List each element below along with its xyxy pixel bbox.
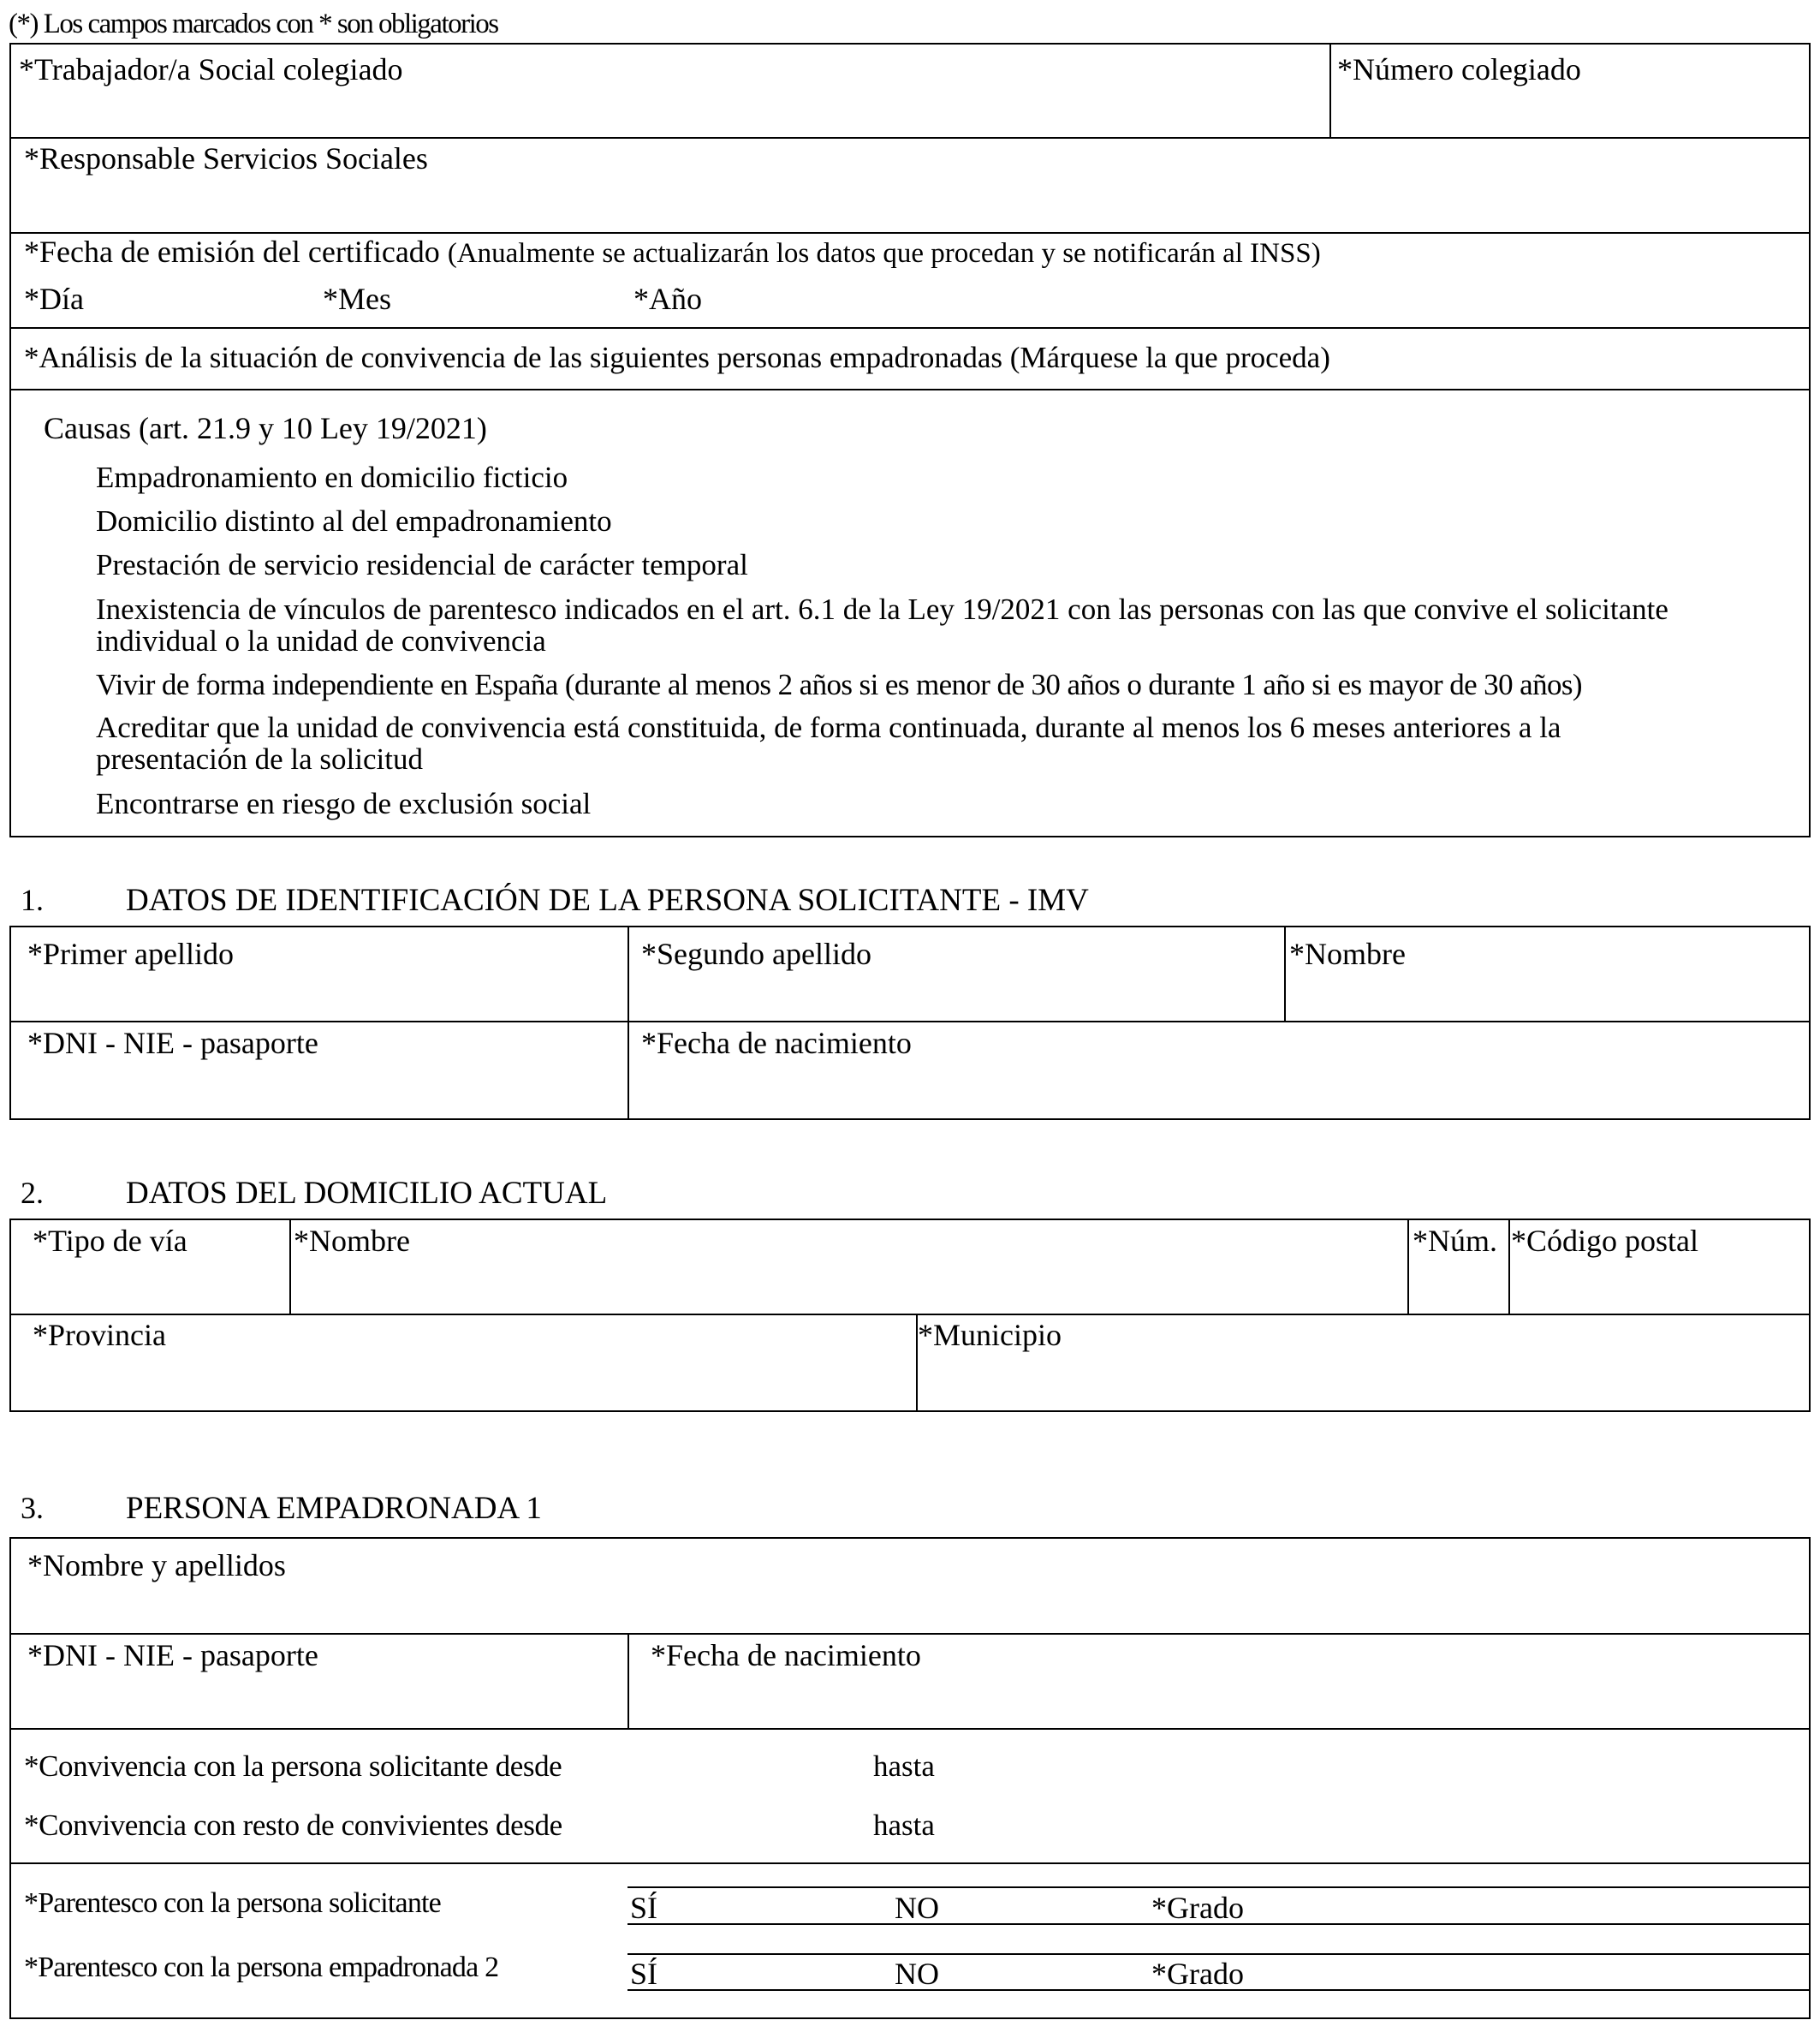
divider (627, 1633, 629, 1729)
divider (1329, 43, 1331, 138)
no-option: NO (895, 1957, 939, 1991)
segundo-apellido-label: *Segundo apellido (641, 937, 871, 971)
section-3-number: 3. (21, 1491, 44, 1525)
municipio-label: *Municipio (918, 1318, 1062, 1352)
grado-label: *Grado (1151, 1957, 1244, 1991)
dni-label: *DNI - NIE - pasaporte (27, 1026, 318, 1060)
section-1-box (9, 926, 1811, 1120)
section-3-title: PERSONA EMPADRONADA 1 (126, 1491, 542, 1526)
nombre-via-label: *Nombre (294, 1224, 410, 1258)
divider (9, 1314, 1811, 1315)
parentesco-empadronada-label: *Parentesco con la persona empadronada 2 (24, 1952, 499, 1983)
divider (9, 327, 1811, 329)
causas-title: Causas (art. 21.9 y 10 Ley 19/2021) (44, 411, 487, 445)
divider (9, 1021, 1811, 1022)
trabajador-social-label: *Trabajador/a Social colegiado (19, 52, 403, 86)
underline (627, 1953, 1811, 1955)
divider (289, 1219, 291, 1314)
divider (1407, 1219, 1409, 1314)
divider (9, 1862, 1811, 1864)
required-fields-note: (*) Los campos marcados con * son obligatorios (9, 9, 498, 39)
causa-item: Inexistencia de vínculos de parentesco indicados en el art. 6.1 de la Ley 19/2021 con las personas con las que convive el solicitante individual o la unidad de convivencia (96, 593, 1668, 658)
divider (627, 926, 629, 1120)
anio-label: *Año (633, 282, 702, 316)
si-option: SÍ (630, 1957, 658, 1991)
underline (627, 1886, 1811, 1888)
divider (9, 1633, 1811, 1635)
causa-item: Vivir de forma independiente en España (durante al menos 2 años si es menor de 30 años o durante 1 año si es mayor de 30 años) (96, 668, 1582, 701)
nombre-apellidos-label: *Nombre y apellidos (27, 1548, 286, 1582)
causa-item: Prestación de servicio residencial de carácter temporal (96, 548, 748, 581)
fecha-emision-note: (Anualmente se actualizarán los datos que procedan y se notificarán al INSS) (447, 238, 1321, 269)
fecha-nacimiento-label: *Fecha de nacimiento (651, 1638, 921, 1672)
mes-label: *Mes (323, 282, 391, 316)
causa-item: Domicilio distinto al del empadronamiento (96, 504, 612, 538)
grado-label: *Grado (1151, 1891, 1244, 1925)
si-option: SÍ (630, 1891, 658, 1925)
no-option: NO (895, 1891, 939, 1925)
codigo-postal-label: *Código postal (1511, 1224, 1699, 1258)
section-1-title: DATOS DE IDENTIFICACIÓN DE LA PERSONA SOLICITANTE - IMV (126, 883, 1089, 918)
causa-item: Empadronamiento en domicilio ficticio (96, 461, 568, 494)
primer-apellido-label: *Primer apellido (27, 937, 234, 971)
causa-item: Acreditar que la unidad de convivencia está constituida, de forma continuada, durante al menos los 6 meses anteriores a la presentación de la solicitud (96, 711, 1561, 776)
responsable-servicios-label: *Responsable Servicios Sociales (24, 141, 428, 176)
numero-label: *Núm. (1413, 1224, 1497, 1258)
divider (9, 1728, 1811, 1730)
fecha-nacimiento-label: *Fecha de nacimiento (641, 1026, 912, 1060)
divider (9, 137, 1811, 139)
dia-label: *Día (24, 282, 84, 316)
divider (1284, 926, 1286, 1022)
tipo-via-label: *Tipo de vía (33, 1224, 187, 1258)
divider (1508, 1219, 1510, 1314)
parentesco-solicitante-label: *Parentesco con la persona solicitante (24, 1887, 441, 1919)
section-1-number: 1. (21, 883, 44, 917)
fecha-emision-label (24, 234, 1321, 270)
convivencia-solicitante-label: *Convivencia con la persona solicitante desde (24, 1749, 562, 1783)
hasta-label: hasta (873, 1749, 935, 1783)
nombre-label: *Nombre (1289, 937, 1406, 971)
hasta-label: hasta (873, 1809, 935, 1842)
dni-label: *DNI - NIE - pasaporte (27, 1638, 318, 1672)
causa-item: Encontrarse en riesgo de exclusión social (96, 787, 592, 820)
provincia-label: *Provincia (33, 1318, 166, 1352)
divider (9, 389, 1811, 390)
section-2-title: DATOS DEL DOMICILIO ACTUAL (126, 1176, 608, 1211)
analisis-label: *Análisis de la situación de convivencia de las siguientes personas empadronadas (Márquese la que proceda) (24, 341, 1330, 374)
numero-colegiado-label: *Número colegiado (1337, 52, 1581, 86)
section-2-number: 2. (21, 1176, 44, 1210)
fecha-emision-title: *Fecha de emisión del certificado (24, 235, 440, 269)
convivencia-resto-label: *Convivencia con resto de convivientes desde (24, 1809, 562, 1842)
